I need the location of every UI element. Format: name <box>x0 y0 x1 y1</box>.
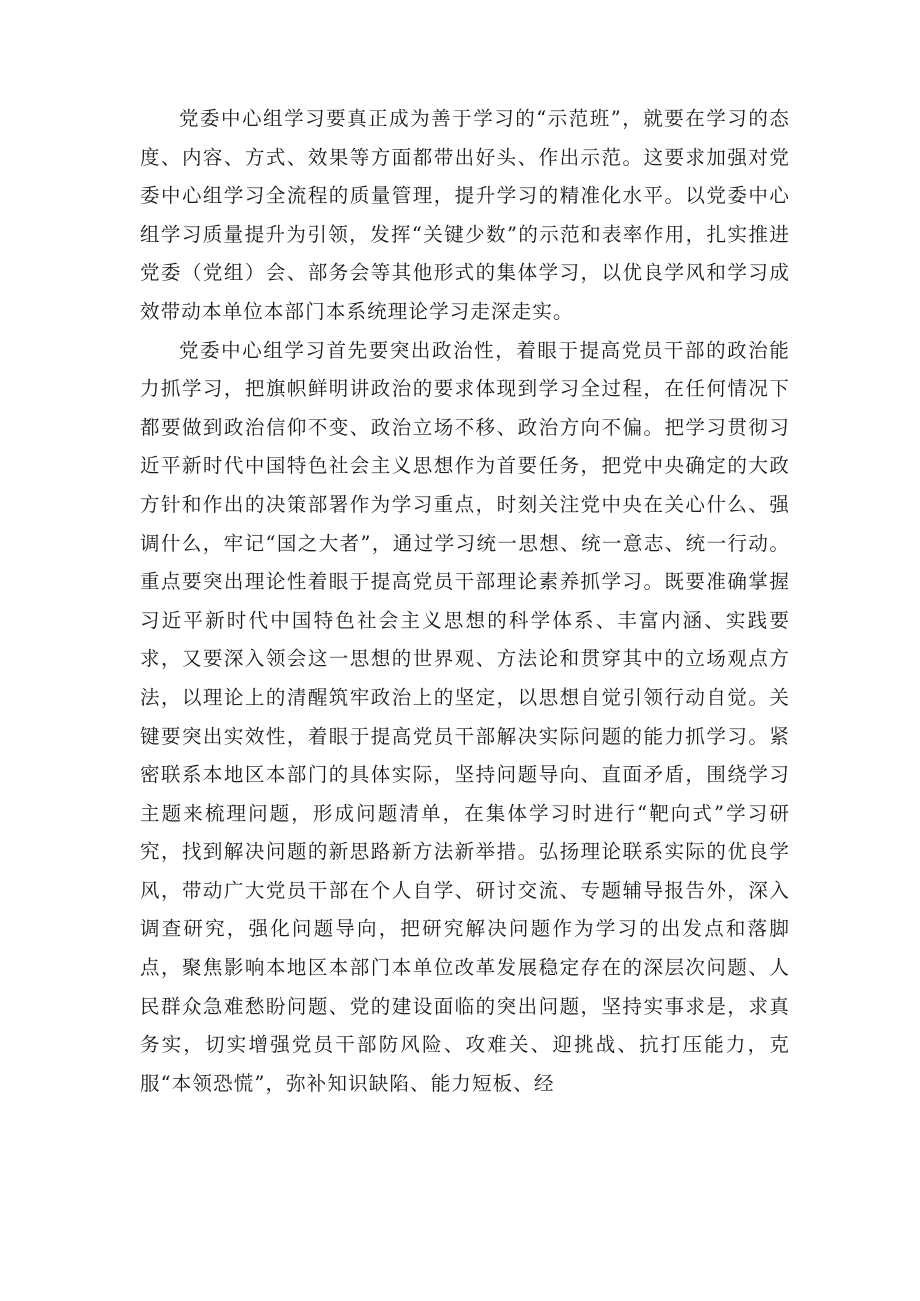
paragraph-1: 党委中心组学习要真正成为善于学习的“示范班”，就要在学习的态度、内容、方式、效果等方面都带出好头、作出示范。这要求加强对党委中心组学习全流程的质量管理，提升学习的精准化水平。以党委中心组学习质量提升为引领，发挥“关键少数”的示范和表率作用，扎实推进党委（党组）会、部务会等其他形式的集体学习，以优良学风和学习成效带动本单位本部门本系统理论学习走深走实。 <box>140 107 790 323</box>
document-body <box>140 100 790 1103</box>
paragraph-2: 党委中心组学习首先要突出政治性，着眼于提高党员干部的政治能力抓学习，把旗帜鲜明讲政治的要求体现到学习全过程，在任何情况下都要做到政治信仰不变、政治立场不移、政治方向不偏。把学习贯彻习近平新时代中国特色社会主义思想作为首要任务，把党中央确定的大政方针和作出的决策部署作为学习重点，时刻关注党中央在关心什么、强调什么，牢记“国之大者”，通过学习统一思想、统一意志、统一行动。重点要突出理论性着眼于提高党员干部理论素养抓学习。既要准确掌握习近平新时代中国特色社会主义思想的科学体系、丰富内涵、实践要求，又要深入领会这一思想的世界观、方法论和贯穿其中的立场观点方法，以理论上的清醒筑牢政治上的坚定，以思想自觉引领行动自觉。关键要突出实效性，着眼于提高党员干部解决实际问题的能力抓学习。紧密联系本地区本部门的具体实际，坚持问题导向、直面矛盾，围绕学习主题来梳理问题，形成问题清单，在集体学习时进行“靶向式”学习研究，找到解决问题的新思路新方法新举措。弘扬理论联系实际的优良学风，带动广大党员干部在个人自学、研讨交流、专题辅导报告外，深入调查研究，强化问题导向，把研究解决问题作为学习的出发点和落脚点，聚焦影响本地区本部门本单位改革发展稳定存在的深层次问题、人民群众急难愁盼问题、党的建设面临的突出问题，坚持实事求是，求真务实，切实增强党员干部防风险、攻难关、迎挑战、抗打压能力，克服“本领恐慌”，弥补知识缺陷、能力短板、经 <box>140 338 790 1095</box>
